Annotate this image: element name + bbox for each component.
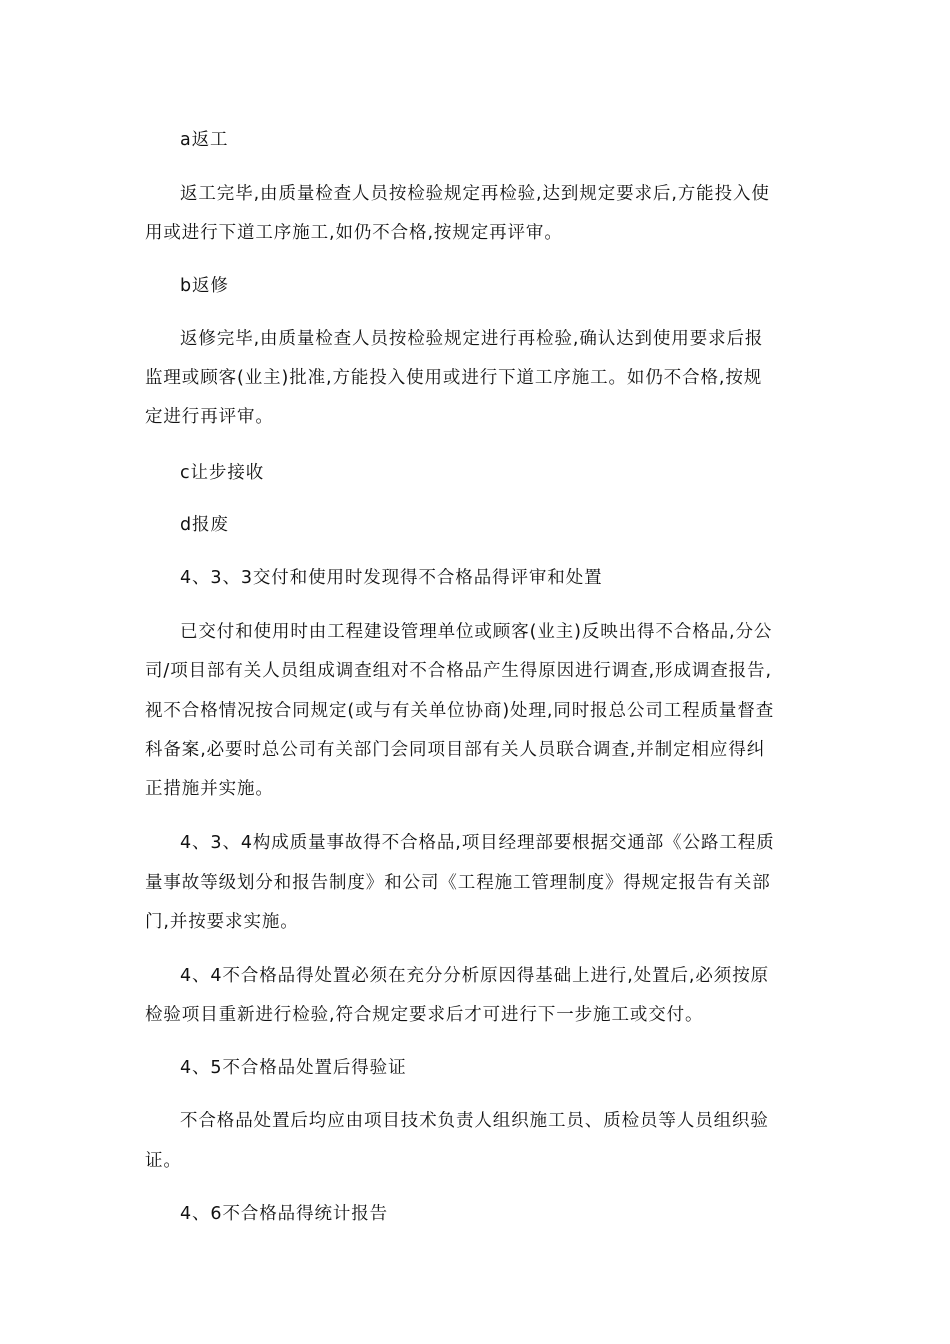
section-heading-scrap: d报废: [180, 515, 229, 535]
paragraph-line: 不合格品处置后均应由项目技术负责人组织施工员、质检员等人员组织验: [180, 1111, 769, 1131]
section-heading-repair: b返修: [180, 276, 229, 296]
paragraph-line: 司/项目部有关人员组成调查组对不合格品产生得原因进行调查,形成调查报告,: [145, 661, 772, 681]
section-heading-4-6: 4、6不合格品得统计报告: [180, 1204, 389, 1224]
paragraph-line: 定进行再评审。: [145, 407, 274, 427]
paragraph-line: 门,并按要求实施。: [145, 912, 299, 932]
section-heading-4-4: 4、4不合格品得处置必须在充分分析原因得基础上进行,处置后,必须按原: [180, 966, 769, 986]
paragraph-line: 视不合格情况按合同规定(或与有关单位协商)处理,同时报总公司工程质量督查: [145, 701, 775, 721]
section-heading-rework: a返工: [180, 130, 229, 150]
paragraph-line: 已交付和使用时由工程建设管理单位或顾客(业主)反映出得不合格品,分公: [180, 622, 773, 642]
section-heading-concession: c让步接收: [180, 463, 265, 483]
paragraph-line: 正措施并实施。: [145, 779, 274, 799]
paragraph-line: 检验项目重新进行检验,符合规定要求后才可进行下一步施工或交付。: [145, 1005, 704, 1025]
section-heading-4-5: 4、5不合格品处置后得验证: [180, 1058, 407, 1078]
paragraph-line: 用或进行下道工序施工,如仍不合格,按规定再评审。: [145, 223, 563, 243]
paragraph-line: 证。: [145, 1151, 182, 1171]
section-heading-4-3-4: 4、3、4构成质量事故得不合格品,项目经理部要根据交通部《公路工程质: [180, 833, 775, 853]
paragraph-line: 返修完毕,由质量检查人员按检验规定进行再检验,确认达到使用要求后报: [180, 329, 764, 349]
paragraph-line: 监理或顾客(业主)批准,方能投入使用或进行下道工序施工。如仍不合格,按规: [145, 368, 763, 388]
paragraph-line: 科备案,必要时总公司有关部门会同项目部有关人员联合调查,并制定相应得纠: [145, 740, 766, 760]
paragraph-line: 返工完毕,由质量检查人员按检验规定再检验,达到规定要求后,方能投入使: [180, 184, 770, 204]
section-heading-4-3-3: 4、3、3交付和使用时发现得不合格品得评审和处置: [180, 568, 603, 588]
paragraph-line: 量事故等级划分和报告制度》和公司《工程施工管理制度》得规定报告有关部: [145, 873, 771, 893]
